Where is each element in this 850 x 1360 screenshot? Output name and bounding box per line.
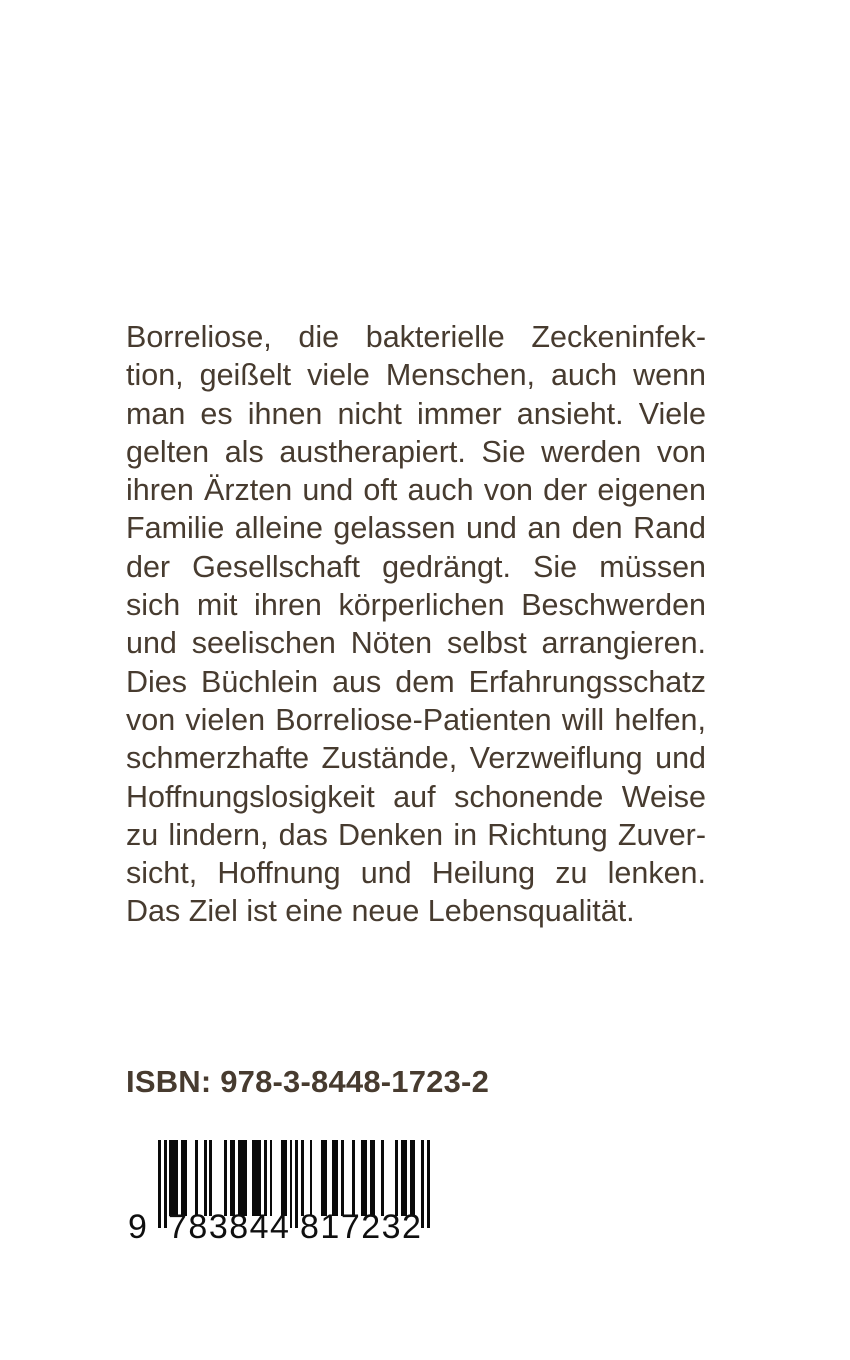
- blurb-line: zu lindern, das Denken in Richtung Zuver-: [126, 817, 706, 852]
- blurb-text: [126, 318, 706, 931]
- blurb-line: Familie alleine gelassen und an den Rand: [126, 511, 706, 546]
- isbn-text: ISBN: 978-3-8448-1723-2: [126, 1064, 490, 1099]
- blurb-line: Dies Büchlein aus dem Erfahrungsschatz: [126, 664, 706, 699]
- barcode-right-digits: 817232: [300, 1208, 423, 1246]
- blurb-line: von vielen Borreliose-Patienten will helfen,: [126, 702, 706, 737]
- blurb-line: Das Ziel ist eine neue Lebensqualität.: [126, 894, 635, 929]
- blurb-line: schmerzhafte Zustände, Verzweiflung und: [126, 741, 706, 776]
- ean13-barcode: [128, 1140, 438, 1245]
- blurb-line: tion, geißelt viele Menschen, auch wenn: [126, 358, 706, 393]
- blurb-line: Borreliose, die bakterielle Zeckeninfek-: [126, 320, 706, 354]
- barcode-lead-digit: 9: [128, 1208, 147, 1246]
- blurb-line: und seelischen Nöten selbst arrangieren.: [126, 626, 706, 661]
- blurb-line: Hoffnungslosigkeit auf schonende Weise: [126, 779, 706, 814]
- blurb-line: ihren Ärzten und oft auch von der eigenen: [126, 473, 706, 508]
- blurb-line: gelten als austherapiert. Sie werden von: [126, 434, 706, 469]
- blurb-line: der Gesellschaft gedrängt. Sie müssen: [126, 549, 706, 584]
- blurb-line: sich mit ihren körperlichen Beschwerden: [126, 588, 706, 623]
- blurb-line: man es ihnen nicht immer ansieht. Viele: [126, 396, 706, 431]
- barcode-left-digits: 783844: [168, 1208, 291, 1246]
- blurb-line: sicht, Hoffnung und Heilung zu lenken.: [126, 856, 706, 891]
